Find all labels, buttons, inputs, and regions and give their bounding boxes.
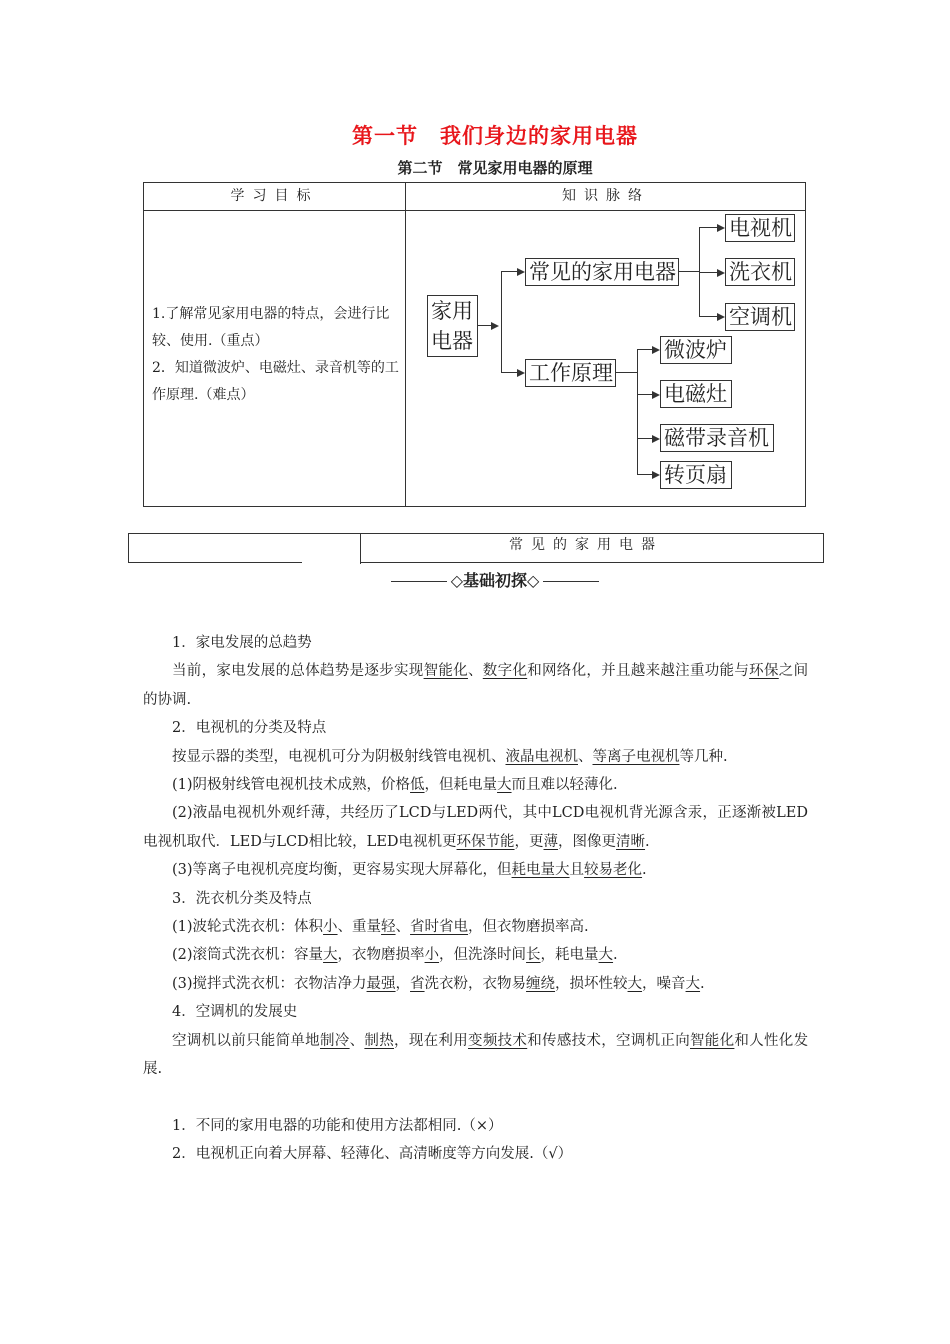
paragraph-washer-3: (3)搅拌式洗衣机：衣物洁净力最强，省洗衣粉，衣物易缠绕，损坏性较大，噪音大.: [172, 975, 705, 992]
goals-table: [143, 182, 806, 507]
header-learning-goals: 学习目标: [230, 188, 319, 204]
judgement-1: 1．不同的家用电器的功能和使用方法都相同.（×）: [172, 1117, 503, 1134]
heading-tv: 2．电视机的分类及特点: [172, 720, 327, 737]
section-label: 常见的家用电器: [509, 537, 663, 553]
diagram-branch-common: 常见的家用电器: [525, 258, 679, 286]
diagram-item: 空调机: [725, 303, 795, 331]
heading-trend: 1．家电发展的总趋势: [172, 635, 312, 651]
diagram-root: 家用电器: [427, 295, 478, 357]
paragraph-washer-2: (2)滚筒式洗衣机：容量大，衣物磨损率小，但洗涤时间长，耗电量大.: [172, 947, 618, 964]
paragraph-trend: 当前，家电发展的总体趋势是逐步实现智能化、数字化和网络化，并且越来越注重功能与环保之间的协调.: [143, 663, 809, 708]
paragraph-tv: 按显示器的类型，电视机可分为阴极射线管电视机、液晶电视机、等离子电视机等几种.: [172, 748, 728, 765]
heading-washer: 3．洗衣机分类及特点: [172, 890, 312, 907]
heading-ac: 4．空调机的发展史: [172, 1004, 298, 1021]
learning-goals: [152, 301, 402, 409]
section-header-bar: [128, 533, 824, 563]
header-knowledge-map: 知识脉络: [562, 188, 650, 204]
judgement-2: 2．电视机正向着大屏幕、轻薄化、高清晰度等方向发展.（√）: [172, 1145, 573, 1162]
basics-label: ◇基础初探◇: [450, 571, 540, 590]
basics-heading: [0, 568, 950, 591]
goal-item: 2．知道微波炉、电磁灶、录音机等的工作原理.（难点）: [152, 360, 399, 403]
diagram-item: 磁带录音机: [660, 424, 774, 452]
paragraph-tv-lcd: (2)液晶电视机外观纤薄，共经历了LCD与LED两代，其中LCD电视机背光源含汞，正逐渐被LED电视机取代．LED与LCD相比较，LED电视机更环保节能，更薄，图像更清晰.: [143, 805, 808, 850]
goal-item: 1.了解常见家用电器的特点，会进行比较、使用.（重点）: [152, 306, 390, 349]
diagram-item: 电磁灶: [660, 380, 732, 408]
diagram-item: 微波炉: [660, 336, 732, 364]
diagram-branch-principle: 工作原理: [525, 359, 616, 387]
paragraph-washer-1: (1)波轮式洗衣机：体积小、重量轻、省时省电，但衣物磨损率高.: [172, 919, 589, 936]
diagram-item: 转页扇: [660, 461, 732, 489]
content-body: [143, 629, 808, 1168]
paragraph-ac: 空调机以前只能简单地制冷、制热，现在利用变频技术和传感技术，空调机正向智能化和人性化发展.: [143, 1032, 809, 1078]
page-title: 第一节 我们身边的家用电器: [352, 124, 638, 148]
paragraph-tv-crt: (1)阴极射线管电视机技术成熟，价格低，但耗电量大而且难以轻薄化.: [172, 777, 618, 794]
diagram-item: 洗衣机: [725, 258, 795, 286]
paragraph-tv-plasma: (3)等离子电视机亮度均衡，更容易实现大屏幕化，但耗电量大且较易老化.: [172, 862, 647, 879]
diagram-item: 电视机: [725, 214, 795, 242]
page-subtitle: 第二节 常见家用电器的原理: [397, 159, 593, 177]
